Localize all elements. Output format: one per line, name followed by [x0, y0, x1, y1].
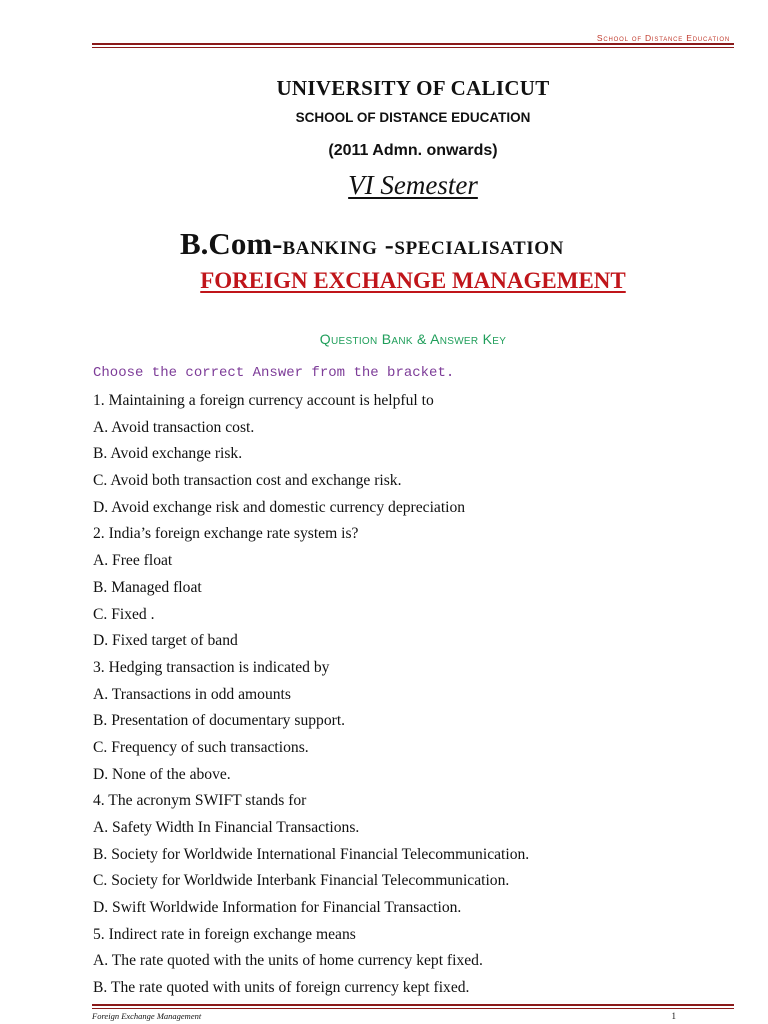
question-line: D. None of the above.	[93, 765, 231, 783]
question-line: A. Free float	[93, 552, 173, 570]
question-line: B. Society for Worldwide International Financial Telecommunication.	[93, 845, 530, 863]
school-title: SCHOOL OF DISTANCE EDUCATION	[295, 110, 531, 125]
question-line: C. Fixed .	[93, 605, 155, 623]
course-specialisation: banking -specialisation	[282, 230, 564, 260]
university-title: UNIVERSITY OF CALICUT	[276, 76, 550, 100]
question-line: C. Frequency of such transactions.	[93, 738, 309, 756]
question-line: B. Presentation of documentary support.	[93, 712, 346, 730]
question-line: C. Society for Worldwide Interbank Financial Telecommunication.	[93, 872, 510, 890]
question-line: 1. Maintaining a foreign currency account is helpful to	[93, 392, 434, 409]
running-header: School of Distance Education	[596, 33, 730, 43]
footer-rule-thick	[92, 1004, 734, 1006]
question-line: A. Avoid transaction cost.	[93, 418, 255, 436]
header-rule-thin	[92, 47, 734, 48]
question-line: A. Transactions in odd amounts	[93, 685, 291, 703]
question-line: D. Avoid exchange risk and domestic currency depreciation	[93, 498, 466, 516]
header-rule-thick	[92, 43, 734, 45]
footer-title: Foreign Exchange Management	[92, 1011, 202, 1021]
question-line: C. Avoid both transaction cost and exchange risk.	[93, 472, 402, 490]
question-line: B. Managed float	[93, 578, 202, 596]
question-line: 2. India’s foreign exchange rate system is?	[93, 525, 359, 543]
question-line: 3. Hedging transaction is indicated by	[93, 658, 330, 676]
subject-title: FOREIGN EXCHANGE MANAGEMENT	[200, 268, 626, 293]
question-line: 4. The acronym SWIFT stands for	[93, 792, 307, 810]
question-line: B. The rate quoted with units of foreign currency kept fixed.	[93, 979, 470, 997]
question-line: A. The rate quoted with the units of home currency kept fixed.	[93, 952, 483, 970]
course-title	[180, 226, 564, 262]
question-list	[93, 390, 529, 1004]
page-number: 1	[671, 1011, 676, 1021]
semester-title: VI Semester	[348, 170, 478, 200]
admission-note: (2011 Admn. onwards)	[328, 142, 498, 159]
section-title: Question Bank & Answer Key	[319, 331, 507, 347]
question-line: D. Fixed target of band	[93, 632, 238, 650]
question-line: D. Swift Worldwide Information for Financial Transaction.	[93, 899, 462, 917]
footer-rule-thin	[92, 1008, 734, 1009]
instruction-text: Choose the correct Answer from the bracket.	[93, 365, 455, 381]
question-line: B. Avoid exchange risk.	[93, 445, 243, 463]
course-main: B.Com-	[180, 226, 283, 261]
question-line: 5. Indirect rate in foreign exchange means	[93, 925, 356, 943]
question-line: A. Safety Width In Financial Transactions.	[93, 819, 360, 836]
